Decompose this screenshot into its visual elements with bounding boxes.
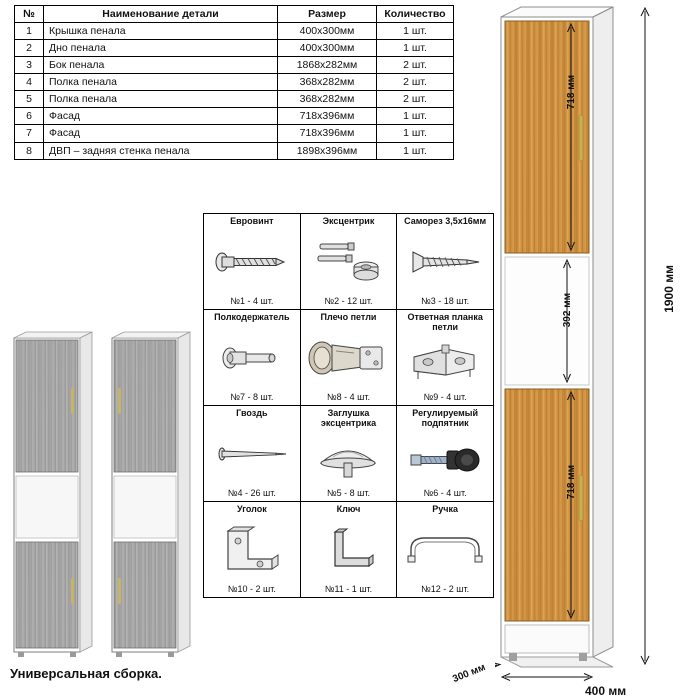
hardware-cell: [301, 406, 398, 502]
hardware-cell: [397, 502, 494, 598]
euro-screw-icon: [205, 227, 299, 297]
cell-size: 1898х396мм: [278, 142, 377, 159]
self-tapping-screw-icon: [398, 227, 492, 297]
hinge-plate-icon: [398, 333, 492, 393]
cell-size: 368х282мм: [278, 91, 377, 108]
cell-quantity: 1 шт.: [377, 23, 454, 40]
hardware-quantity: №1 - 4 шт.: [230, 296, 274, 307]
cell-size: 368х282мм: [278, 74, 377, 91]
hardware-title: Плечо петли: [320, 312, 377, 322]
cell-number: 2: [15, 40, 44, 57]
table-row: [15, 40, 454, 57]
hardware-cell: [301, 310, 398, 406]
cell-size: 400х300мм: [278, 40, 377, 57]
grey-wardrobe-illustration: [6, 330, 196, 660]
parts-table: [14, 5, 454, 160]
hardware-title: Евровинт: [230, 216, 274, 226]
hardware-title: Регулируемый подпятник: [412, 408, 478, 428]
cell-size: 718х396мм: [278, 108, 377, 125]
hardware-title: Саморез 3,5х16мм: [404, 216, 487, 226]
cell-name: Фасад: [44, 108, 278, 125]
corner-bracket-icon: [205, 515, 299, 585]
table-row: [15, 125, 454, 142]
adjustable-foot-icon: [398, 429, 492, 489]
cell-name: ДВП – задняя стенка пенала: [44, 142, 278, 159]
cell-name: Полка пенала: [44, 74, 278, 91]
cam-lock-icon: [302, 227, 396, 297]
cell-name: Полка пенала: [44, 91, 278, 108]
hardware-title: Эксцентрик: [322, 216, 375, 226]
hardware-title: Уголок: [236, 504, 267, 514]
cam-cap-icon: [302, 429, 396, 489]
hardware-cell: [397, 310, 494, 406]
hardware-cell: [301, 214, 398, 310]
hardware-cell: [204, 214, 301, 310]
cell-number: 8: [15, 142, 44, 159]
hardware-grid: [203, 213, 494, 598]
cell-size: 1868х282мм: [278, 57, 377, 74]
hardware-quantity: №6 - 4 шт.: [423, 488, 467, 499]
nail-icon: [205, 419, 299, 489]
dimension-lower-door: 718 мм: [566, 465, 577, 500]
hardware-quantity: №8 - 4 шт.: [326, 392, 370, 403]
column-header-name: Наименование детали: [44, 6, 278, 23]
hinge-arm-icon: [302, 323, 396, 393]
cell-quantity: 1 шт.: [377, 142, 454, 159]
oak-wardrobe-illustration: [495, 5, 620, 660]
allen-key-icon: [302, 515, 396, 585]
shelf-support-icon: [205, 323, 299, 393]
dimension-upper-door: 718 мм: [566, 75, 577, 110]
hardware-quantity: №3 - 18 шт.: [421, 296, 470, 307]
cell-size: 400х300мм: [278, 23, 377, 40]
column-header-quantity: Количество: [377, 6, 454, 23]
hardware-cell: [204, 310, 301, 406]
cell-number: 3: [15, 57, 44, 74]
hardware-quantity: №4 - 26 шт.: [227, 488, 276, 499]
hardware-quantity: №5 - 8 шт.: [326, 488, 370, 499]
cell-quantity: 1 шт.: [377, 108, 454, 125]
hardware-title: Полкодержатель: [214, 312, 290, 322]
dimension-depth: 300 мм: [451, 661, 488, 686]
cell-number: 4: [15, 74, 44, 91]
cell-number: 7: [15, 125, 44, 142]
cell-quantity: 1 шт.: [377, 125, 454, 142]
cell-quantity: 2 шт.: [377, 57, 454, 74]
hardware-quantity: №9 - 4 шт.: [423, 392, 467, 403]
hardware-cell: [301, 502, 398, 598]
cell-quantity: 1 шт.: [377, 40, 454, 57]
dimension-middle-section: 392 мм: [562, 293, 573, 328]
cell-name: Фасад: [44, 125, 278, 142]
cell-quantity: 2 шт.: [377, 74, 454, 91]
table-header-row: [15, 6, 454, 23]
hardware-cell: [397, 406, 494, 502]
hardware-quantity: №7 - 8 шт.: [230, 392, 274, 403]
handle-icon: [398, 515, 492, 585]
dimension-total-height: 1900 мм: [662, 265, 676, 313]
table-row: [15, 142, 454, 159]
hardware-quantity: №12 - 2 шт.: [421, 584, 470, 595]
column-header-size: Размер: [278, 6, 377, 23]
cell-number: 1: [15, 23, 44, 40]
hardware-title: Ключ: [336, 504, 361, 514]
table-row: [15, 91, 454, 108]
hardware-title: Заглушка эксцентрика: [320, 408, 377, 428]
cell-number: 6: [15, 108, 44, 125]
cell-quantity: 2 шт.: [377, 91, 454, 108]
hardware-quantity: №11 - 1 шт.: [324, 584, 373, 595]
hardware-cell: [204, 406, 301, 502]
column-header-number: №: [15, 6, 44, 23]
hardware-title: Гвоздь: [236, 408, 268, 418]
table-row: [15, 108, 454, 125]
hardware-cell: [397, 214, 494, 310]
dimension-width: 400 мм: [585, 684, 627, 698]
cell-name: Крышка пенала: [44, 23, 278, 40]
hardware-title: Ручка: [432, 504, 459, 514]
hardware-cell: [204, 502, 301, 598]
table-row: [15, 57, 454, 74]
hardware-title: Ответная планка петли: [407, 312, 483, 332]
table-row: [15, 74, 454, 91]
assembly-caption: Универсальная сборка.: [10, 666, 162, 681]
hardware-quantity: №10 - 2 шт.: [227, 584, 276, 595]
hardware-quantity: №2 - 12 шт.: [324, 296, 373, 307]
cell-size: 718х396мм: [278, 125, 377, 142]
table-row: [15, 23, 454, 40]
cell-number: 5: [15, 91, 44, 108]
cell-name: Дно пенала: [44, 40, 278, 57]
cell-name: Бок пенала: [44, 57, 278, 74]
